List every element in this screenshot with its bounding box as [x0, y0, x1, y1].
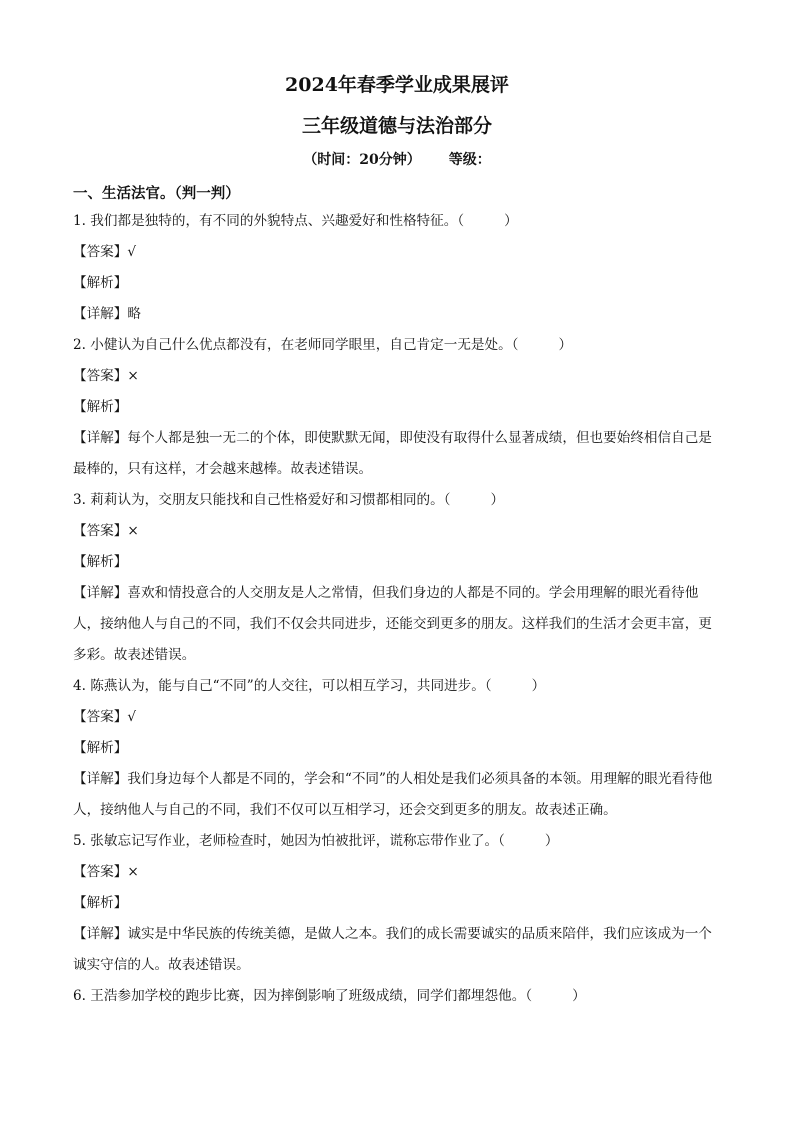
analysis-4: 【解析】	[73, 740, 128, 756]
time-limit: （时间：20分钟）	[303, 152, 421, 168]
answer-5: 【答案】×	[73, 864, 139, 880]
analysis-1: 【解析】	[73, 275, 128, 291]
question-list	[73, 210, 723, 1016]
answer-1: 【答案】√	[73, 244, 137, 260]
detail-4: 【详解】我们身边每个人都是不同的，学会和“不同”的人相处是我们必须具备的本领。用理解的眼光看待他人，接纳他人与自己的不同，我们不仅可以互相学习，还会交到更多的朋友。故表述正确。	[73, 771, 713, 818]
question-6: 6. 王浩参加学校的跑步比赛，因为摔倒影响了班级成绩，同学们都埋怨他。（ ）	[73, 988, 586, 1004]
question-2: 2. 小健认为自己什么优点都没有，在老师同学眼里，自己肯定一无是处。（ ）	[73, 337, 573, 353]
question-1: 1. 我们都是独特的，有不同的外貌特点、兴趣爱好和性格特征。（ ）	[73, 213, 518, 229]
document-subtitle: 三年级道德与法治部分	[301, 115, 492, 137]
detail-5: 【详解】诚实是中华民族的传统美德，是做人之本。我们的成长需要诚实的品质来陪伴，我们应该成为一个诚实守信的人。故表述错误。	[73, 926, 712, 973]
question-5: 5. 张敏忘记写作业，老师检查时，她因为怕被批评，谎称忘带作业了。（ ）	[73, 833, 559, 849]
answer-3: 【答案】×	[73, 523, 139, 539]
grade-label: 等级：	[448, 152, 491, 168]
section-heading: 一、生活法官。（判一判）	[73, 185, 240, 202]
document-title: 2024年春季学业成果展评	[285, 74, 509, 96]
question-3: 3. 莉莉认为，交朋友只能找和自己性格爱好和习惯都相同的。（ ）	[73, 492, 505, 508]
analysis-3: 【解析】	[73, 554, 128, 570]
detail-3: 【详解】喜欢和情投意合的人交朋友是人之常情，但我们身边的人都是不同的。学会用理解的眼光看待他人，接纳他人与自己的不同，我们不仅会共同进步，还能交到更多的朋友。这样我们的生活才会更丰富，更多彩。故表述错误。	[73, 585, 712, 663]
analysis-2: 【解析】	[73, 399, 128, 415]
question-4: 4. 陈燕认为，能与自己“不同”的人交往，可以相互学习，共同进步。（ ）	[73, 678, 546, 694]
detail-2: 【详解】每个人都是独一无二的个体，即使默默无闻，即使没有取得什么显著成绩，但也要始终相信自己是最棒的，只有这样，才会越来越棒。故表述错误。	[73, 430, 712, 477]
exam-meta	[0, 149, 794, 169]
detail-1: 【详解】略	[73, 306, 141, 322]
analysis-5: 【解析】	[73, 895, 128, 911]
answer-2: 【答案】×	[73, 368, 139, 384]
answer-4: 【答案】√	[73, 709, 137, 725]
